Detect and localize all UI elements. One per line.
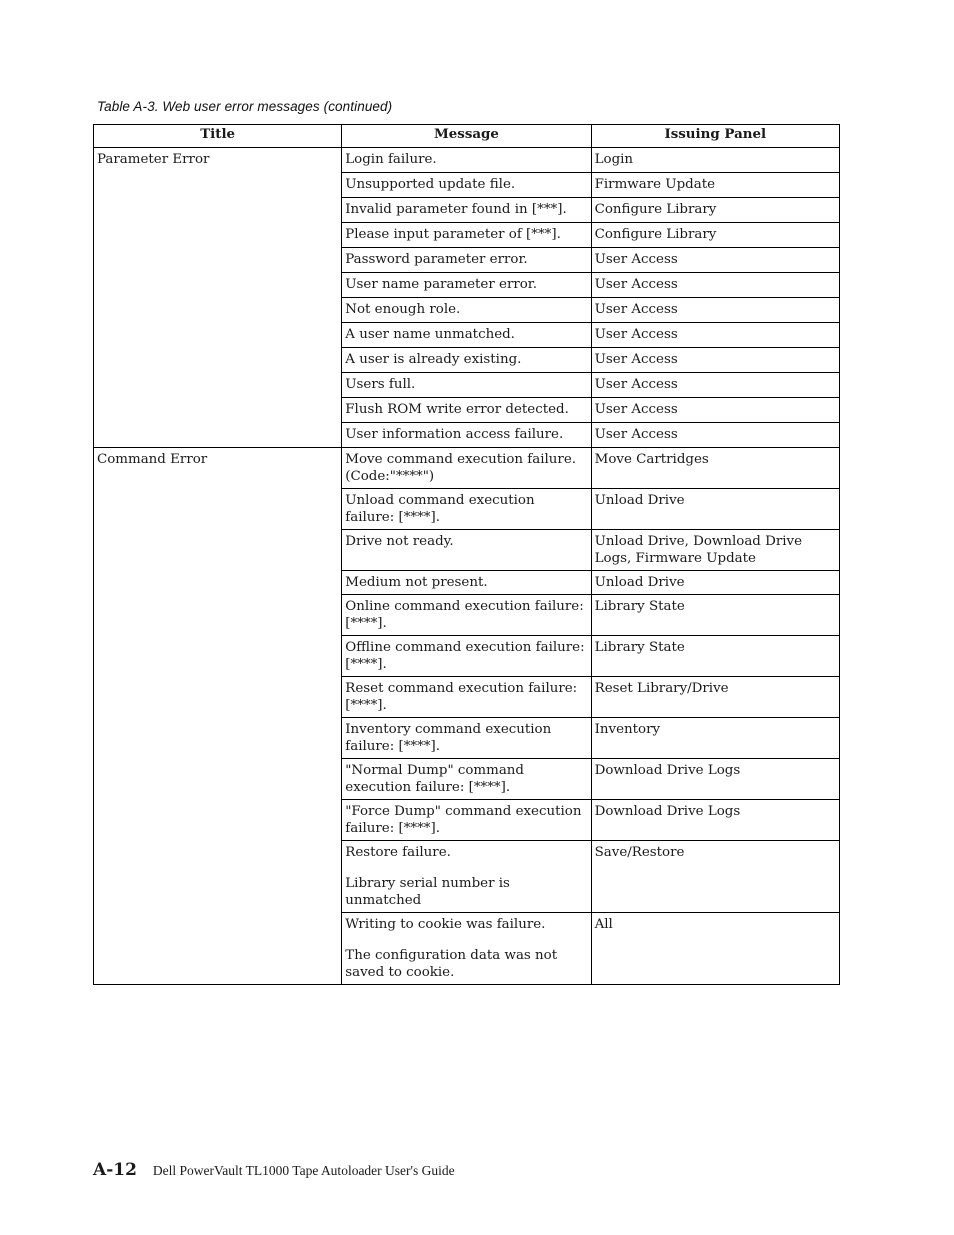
message-text: "Normal Dump" command execution failure: [****]. (345, 763, 525, 795)
cell-message (342, 223, 591, 248)
page-number: A-12 (93, 1160, 137, 1180)
cell-issuing-panel: User Access (591, 398, 839, 423)
cell-issuing-panel: User Access (591, 373, 839, 398)
message-text: Please input parameter of [***]. (345, 227, 561, 242)
cell-issuing-panel: User Access (591, 348, 839, 373)
message-text: User name parameter error. (345, 277, 537, 292)
table-caption: Table A-3. Web user error messages (continued) (97, 99, 393, 114)
message-text: Unsupported update file. (345, 177, 516, 192)
message-text: Drive not ready. (345, 534, 454, 549)
header-issuing-panel: Issuing Panel (591, 125, 839, 148)
cell-issuing-panel: Reset Library/Drive (591, 677, 839, 718)
page-footer (93, 1160, 455, 1180)
message-text: Password parameter error. (345, 252, 528, 267)
cell-message (342, 348, 591, 373)
cell-message (342, 248, 591, 273)
message-text: Move command execution failure. (Code:"****") (345, 452, 577, 484)
cell-issuing-panel: User Access (591, 298, 839, 323)
cell-issuing-panel: User Access (591, 248, 839, 273)
message-text: Inventory command execution failure: [****]. (345, 722, 552, 754)
cell-issuing-panel: Firmware Update (591, 173, 839, 198)
message-text: Not enough role. (345, 302, 461, 317)
cell-issuing-panel: User Access (591, 323, 839, 348)
cell-message (342, 423, 591, 448)
cell-issuing-panel: Save/Restore (591, 841, 839, 913)
cell-issuing-panel: Login (591, 148, 839, 173)
book-title: Dell PowerVault TL1000 Tape Autoloader User's Guide (152, 1163, 455, 1178)
cell-message (342, 913, 591, 985)
cell-message (342, 718, 591, 759)
message-text: Reset command execution failure: [****]. (345, 681, 578, 713)
message-text: The configuration data was not saved to cookie. (345, 948, 558, 980)
message-text: Writing to cookie was failure. (345, 917, 546, 932)
message-text: Invalid parameter found in [***]. (345, 202, 567, 217)
paragraph-gap (345, 933, 587, 947)
cell-message (342, 800, 591, 841)
message-text: Library serial number is unmatched (345, 876, 510, 908)
cell-message (342, 398, 591, 423)
header-message: Message (342, 125, 591, 148)
cell-message (342, 373, 591, 398)
cell-issuing-panel: User Access (591, 273, 839, 298)
cell-message (342, 636, 591, 677)
cell-issuing-panel: All (591, 913, 839, 985)
cell-issuing-panel: Inventory (591, 718, 839, 759)
cell-message (342, 759, 591, 800)
error-messages-table (93, 124, 840, 985)
message-text: Restore failure. (345, 845, 451, 860)
table-row (94, 148, 840, 173)
message-text: Medium not present. (345, 575, 488, 590)
cell-issuing-panel: Unload Drive, Download Drive Logs, Firmware Update (591, 530, 839, 571)
cell-message (342, 198, 591, 223)
message-text: Users full. (345, 377, 416, 392)
cell-message (342, 677, 591, 718)
cell-issuing-panel: Configure Library (591, 223, 839, 248)
header-title: Title (94, 125, 342, 148)
message-text: Flush ROM write error detected. (345, 402, 569, 417)
cell-message (342, 571, 591, 595)
message-text: User information access failure. (345, 427, 564, 442)
cell-message (342, 530, 591, 571)
table-row (94, 448, 840, 489)
cell-issuing-panel: Unload Drive (591, 571, 839, 595)
message-text: A user is already existing. (345, 352, 522, 367)
cell-title: Command Error (94, 448, 342, 985)
cell-title: Parameter Error (94, 148, 342, 448)
table-header-row (94, 125, 840, 148)
table-body (94, 148, 840, 985)
message-text: Offline command execution failure: [****]. (345, 640, 585, 672)
cell-issuing-panel: Download Drive Logs (591, 759, 839, 800)
cell-message (342, 595, 591, 636)
cell-issuing-panel: Library State (591, 636, 839, 677)
paragraph-gap (345, 861, 587, 875)
message-text: Login failure. (345, 152, 437, 167)
cell-message (342, 298, 591, 323)
message-text: Unload command execution failure: [****]. (345, 493, 535, 525)
message-text: Online command execution failure: [****]. (345, 599, 584, 631)
cell-issuing-panel: Download Drive Logs (591, 800, 839, 841)
cell-issuing-panel: Unload Drive (591, 489, 839, 530)
cell-issuing-panel: Library State (591, 595, 839, 636)
cell-message (342, 448, 591, 489)
cell-message (342, 148, 591, 173)
cell-issuing-panel: User Access (591, 423, 839, 448)
cell-message (342, 841, 591, 913)
message-text: A user name unmatched. (345, 327, 515, 342)
message-text: "Force Dump" command execution failure: [****]. (345, 804, 582, 836)
cell-issuing-panel: Move Cartridges (591, 448, 839, 489)
cell-message (342, 173, 591, 198)
cell-message (342, 489, 591, 530)
cell-issuing-panel: Configure Library (591, 198, 839, 223)
cell-message (342, 323, 591, 348)
cell-message (342, 273, 591, 298)
